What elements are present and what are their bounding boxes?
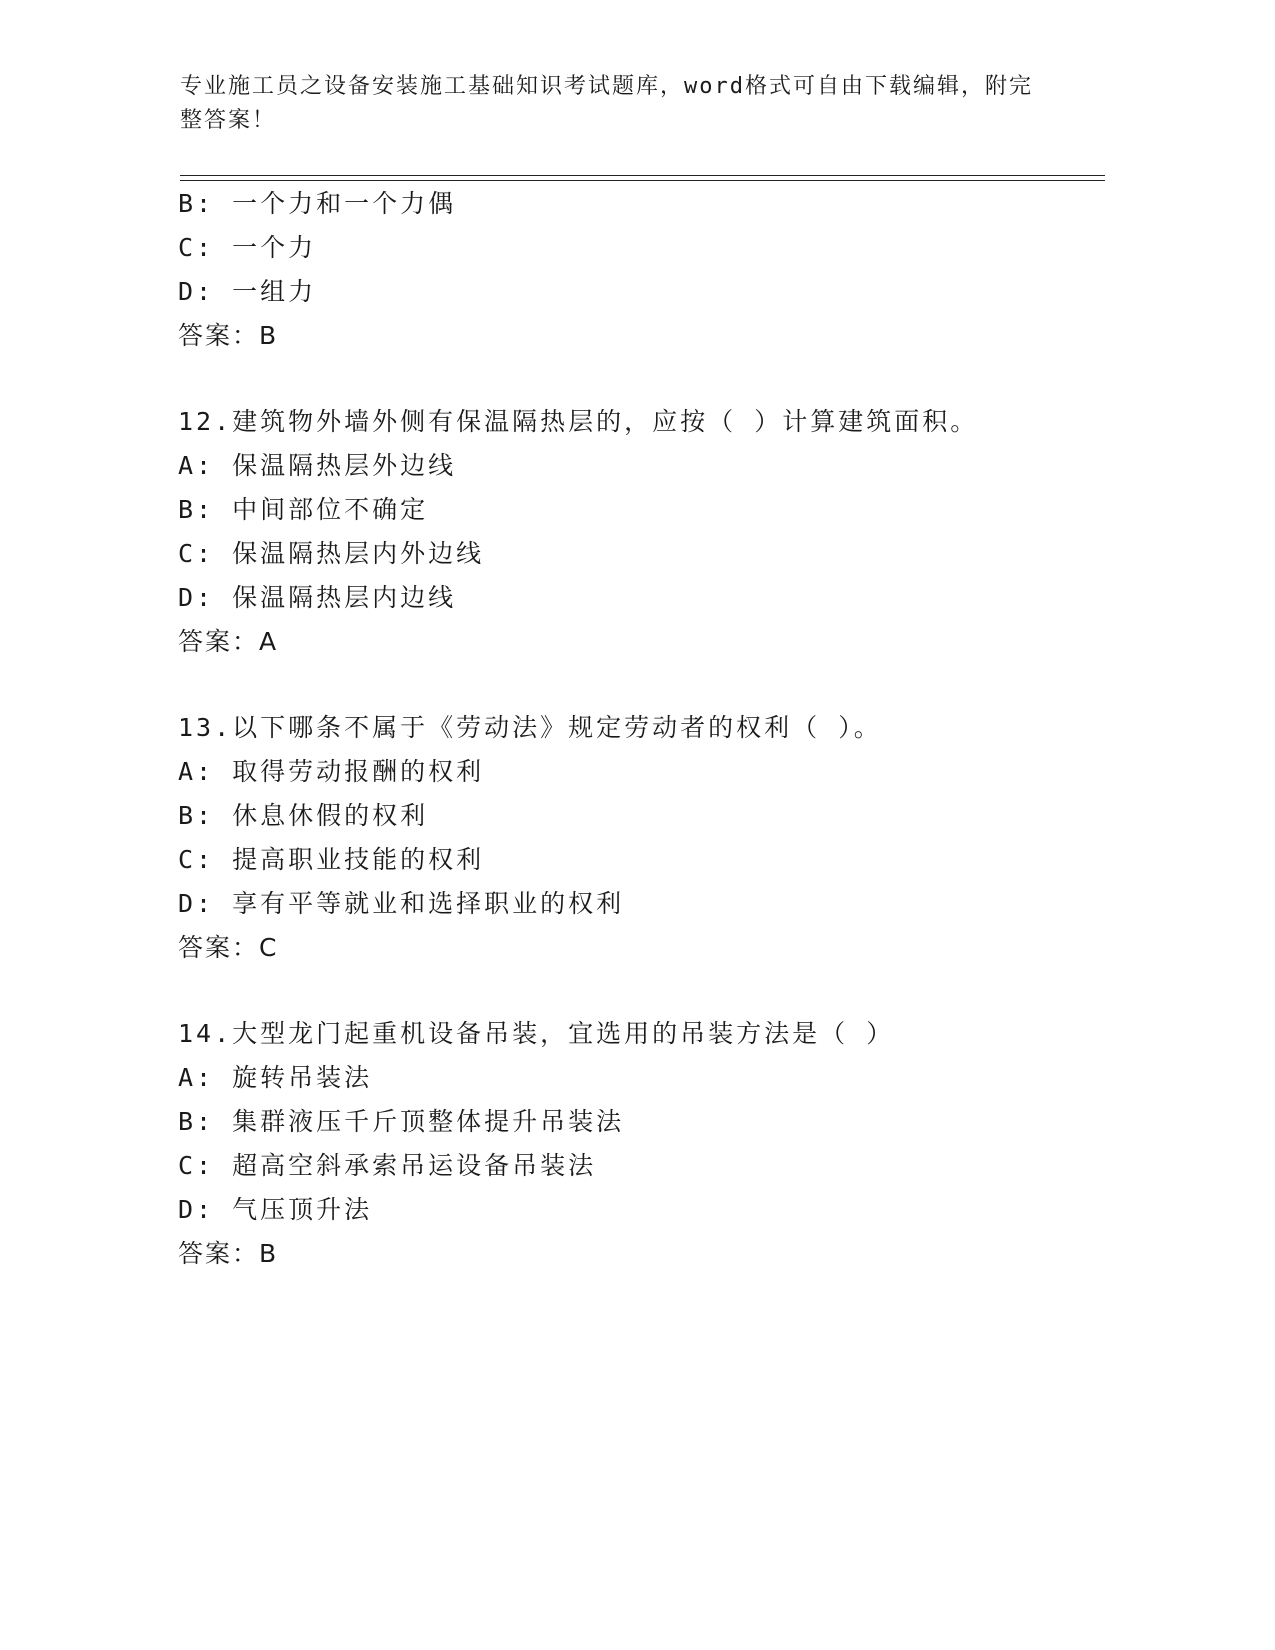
option-d: D: 气压顶升法 bbox=[178, 1195, 373, 1224]
option-c: C: 保温隔热层内外边线 bbox=[178, 539, 485, 568]
question-11-continued bbox=[178, 182, 1108, 358]
question-13 bbox=[178, 706, 1108, 970]
header-divider-bottom bbox=[180, 180, 1105, 181]
header-title-line-1: 专业施工员之设备安装施工基础知识考试题库，word格式可自由下载编辑，附完 bbox=[180, 74, 1033, 99]
option-b: B: 一个力和一个力偶 bbox=[178, 189, 457, 218]
option-a: A: 保温隔热层外边线 bbox=[178, 451, 457, 480]
question-stem: 13.以下哪条不属于《劳动法》规定劳动者的权利（ ）。 bbox=[178, 713, 882, 742]
answer-line: 答案：B bbox=[178, 321, 279, 350]
answer-line: 答案：A bbox=[178, 627, 279, 656]
option-d: D: 享有平等就业和选择职业的权利 bbox=[178, 889, 625, 918]
question-14 bbox=[178, 1012, 1108, 1276]
answer-line: 答案：B bbox=[178, 1239, 279, 1268]
question-12 bbox=[178, 400, 1108, 664]
option-c: C: 一个力 bbox=[178, 233, 317, 262]
option-b: B: 集群液压千斤顶整体提升吊装法 bbox=[178, 1107, 625, 1136]
option-b: B: 中间部位不确定 bbox=[178, 495, 429, 524]
question-stem: 14.大型龙门起重机设备吊装，宜选用的吊装方法是（ ） bbox=[178, 1019, 895, 1048]
question-stem: 12.建筑物外墙外侧有保温隔热层的，应按（ ）计算建筑面积。 bbox=[178, 407, 979, 436]
option-c: C: 提高职业技能的权利 bbox=[178, 845, 485, 874]
option-a: A: 旋转吊装法 bbox=[178, 1063, 373, 1092]
question-list bbox=[178, 182, 1108, 1276]
header-divider-top bbox=[180, 175, 1105, 176]
option-d: D: 保温隔热层内边线 bbox=[178, 583, 457, 612]
option-d: D: 一组力 bbox=[178, 277, 317, 306]
header-title-line-2: 整答案！ bbox=[180, 108, 277, 133]
document-header bbox=[180, 70, 1050, 138]
option-a: A: 取得劳动报酬的权利 bbox=[178, 757, 485, 786]
option-b: B: 休息休假的权利 bbox=[178, 801, 429, 830]
answer-line: 答案：C bbox=[178, 933, 279, 962]
option-c: C: 超高空斜承索吊运设备吊装法 bbox=[178, 1151, 597, 1180]
